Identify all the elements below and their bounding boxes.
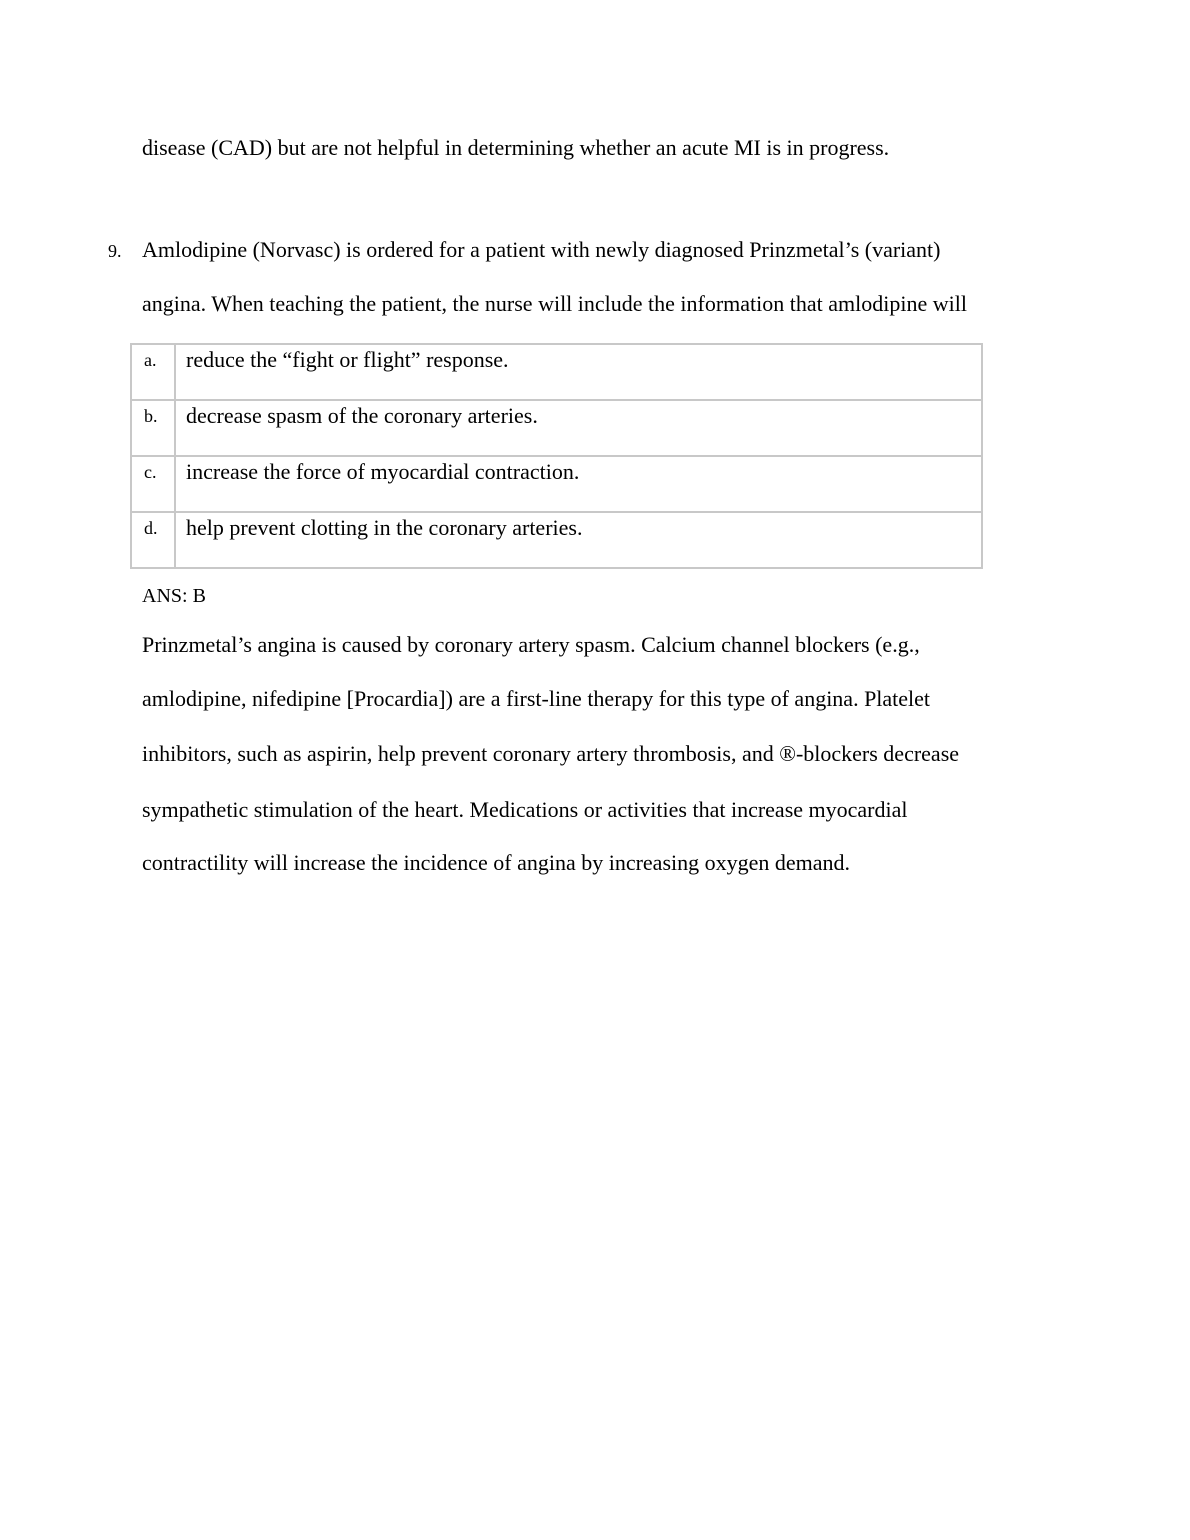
rationale-line-4: sympathetic stimulation of the heart. Medications or activities that increase myocardial <box>142 797 908 822</box>
choice-row-b <box>131 400 982 456</box>
rationale-line-3: inhibitors, such as aspirin, help prevent coronary artery thrombosis, and ®-blockers decrease <box>142 741 960 766</box>
choice-text: decrease spasm of the coronary arteries. <box>175 400 982 456</box>
choice-letter: b. <box>131 400 175 456</box>
question-stem-line-1: Amlodipine (Norvasc) is ordered for a patient with newly diagnosed Prinzmetal’s (variant) <box>142 237 941 262</box>
choice-row-c <box>131 456 982 512</box>
choice-row-d <box>131 512 982 568</box>
answer-key: ANS: B <box>142 585 206 607</box>
question-stem-line-2: angina. When teaching the patient, the nurse will include the information that amlodipine will <box>142 291 967 316</box>
rationale-line-5: contractility will increase the incidence of angina by increasing oxygen demand. <box>142 850 851 875</box>
choice-text: reduce the “fight or flight” response. <box>175 344 982 400</box>
rationale-line-1: Prinzmetal’s angina is caused by coronary artery spasm. Calcium channel blockers (e.g., <box>142 632 920 657</box>
choice-text: help prevent clotting in the coronary arteries. <box>175 512 982 568</box>
answer-choices-table <box>130 343 983 569</box>
choice-letter: c. <box>131 456 175 512</box>
choice-text: increase the force of myocardial contraction. <box>175 456 982 512</box>
rationale-line-2: amlodipine, nifedipine [Procardia]) are a first-line therapy for this type of angina. Platelet <box>142 686 931 711</box>
choice-letter: d. <box>131 512 175 568</box>
choice-row-a <box>131 344 982 400</box>
previous-rationale-continuation: disease (CAD) but are not helpful in determining whether an acute MI is in progress. <box>142 135 890 160</box>
question-number: 9. <box>108 241 122 261</box>
choice-letter: a. <box>131 344 175 400</box>
